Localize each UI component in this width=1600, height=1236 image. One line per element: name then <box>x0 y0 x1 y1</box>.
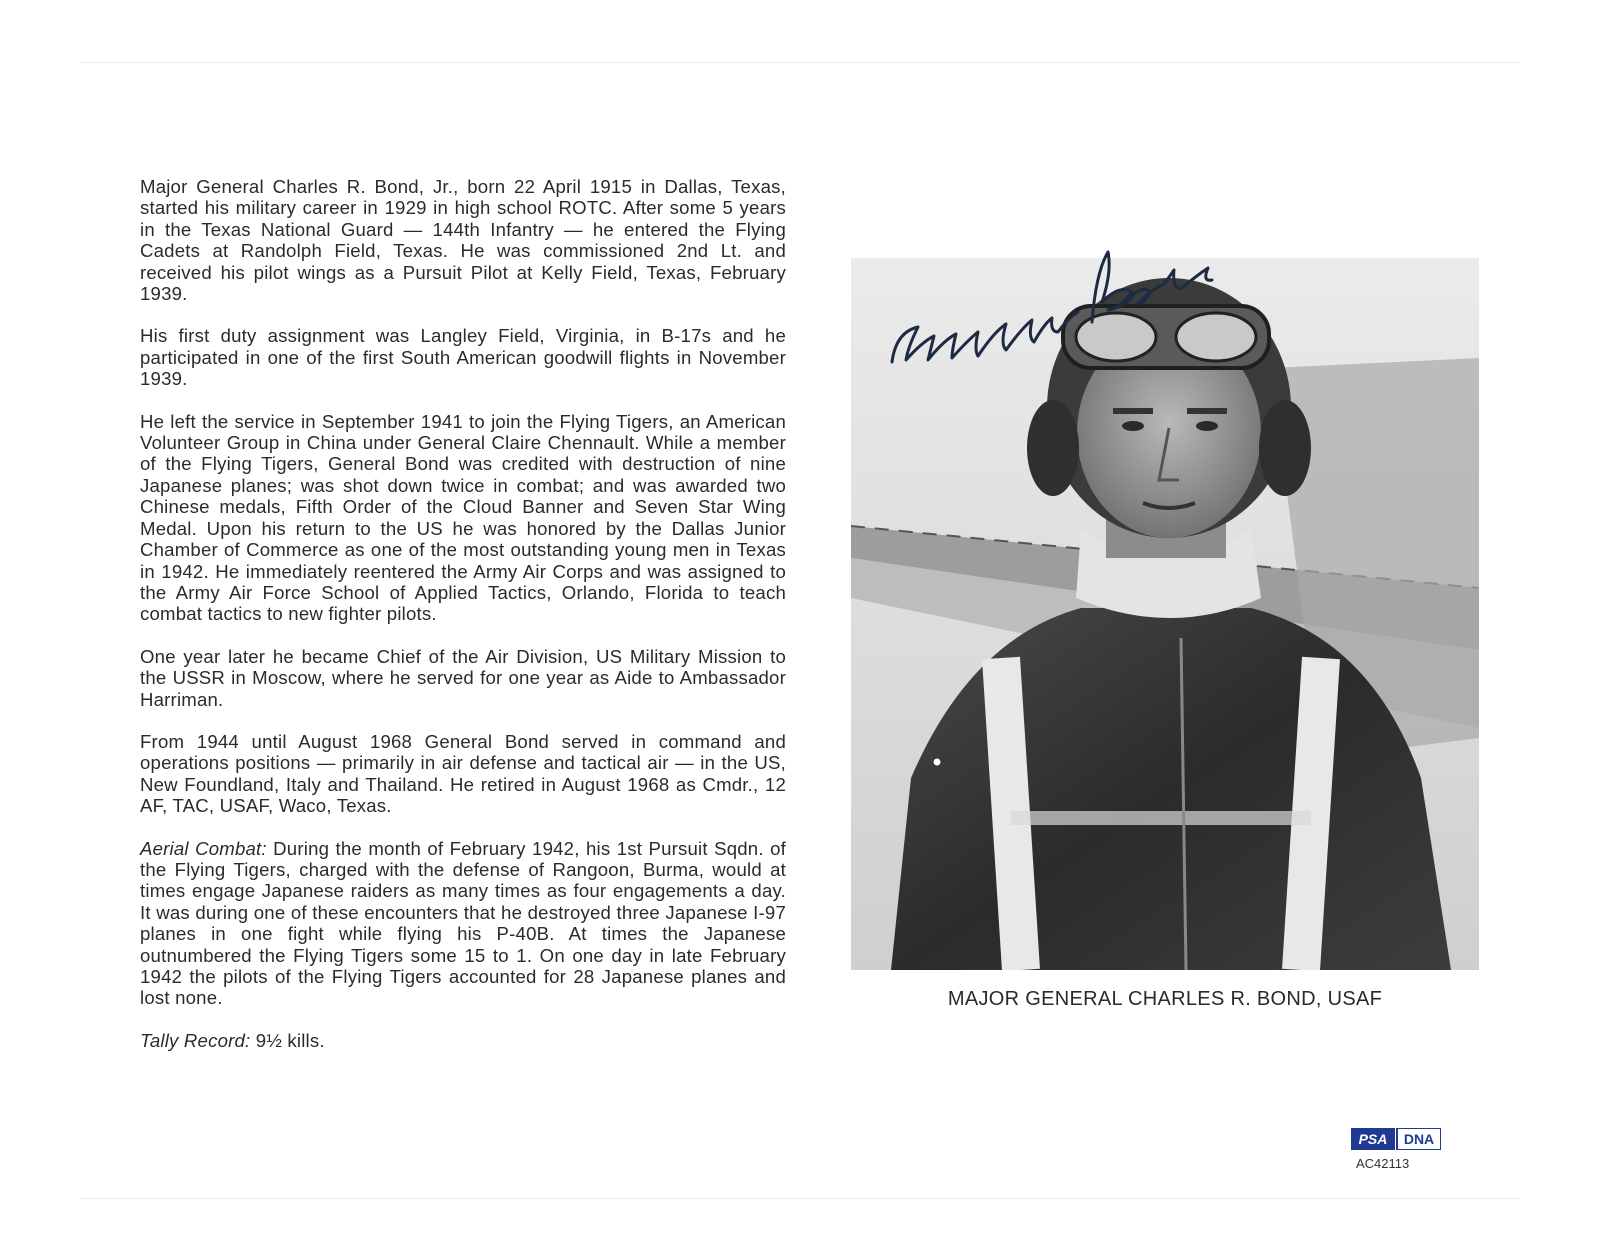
biography-text <box>140 176 786 1072</box>
tally-record-text: 9½ kills. <box>250 1029 325 1051</box>
bio-paragraph-ussr-mission: One year later he became Chief of the Air Division, US Military Mission to the USSR in Moscow, where he served for one year as Aide to Ambassador Harriman. <box>140 645 786 710</box>
dna-logo-text: DNA <box>1403 1131 1435 1147</box>
bio-paragraph-flying-tigers: He left the service in September 1941 to join the Flying Tigers, an American Volunteer Group in China under General Claire Chennault. While a member of the Flying Tigers, General Bond was credited with destruction of nine Japanese planes; was shot down twice in combat; and was awarded two Chinese medals, Fifth Order of the Cloud Banner and Seven Star Wing Medal. Upon his return to the US he was honored by the Dallas Junior Chamber of Commerce as one of the most outstanding young men in Texas in 1942. He immediately reentered the Army Air Corps and was assigned to the Army Air Force School of Applied Tactics, Orlando, Florida to teach combat tactics to new fighter pilots. <box>140 410 786 625</box>
bio-paragraph-early-career: Major General Charles R. Bond, Jr., born 22 April 1915 in Dallas, Texas, started his military career in 1929 in high school ROTC. After some 5 years in the Texas National Guard — 144th Infantry — he entered the Flying Cadets at Randolph Field, Texas. He was commissioned 2nd Lt. and received his pilot wings as a Pursuit Pilot at Kelly Field, Texas, February 1939. <box>140 176 786 305</box>
bio-paragraph-first-assignment: His first duty assignment was Langley Field, Virginia, in B-17s and he participated in one of the first South American goodwill flights in November 1939. <box>140 325 786 390</box>
psa-dna-logo <box>1351 1128 1441 1150</box>
aerial-combat-label: Aerial Combat: <box>140 837 267 859</box>
certificate-number: AC42113 <box>1356 1156 1410 1171</box>
tally-record-label: Tally Record: <box>140 1029 251 1051</box>
photo-caption: MAJOR GENERAL CHARLES R. BOND, USAF <box>947 988 1383 1010</box>
top-edge-rule <box>80 62 1520 63</box>
psa-logo-text: PSA <box>1358 1131 1388 1147</box>
aerial-combat-text: During the month of February 1942, his 1st Pursuit Sqdn. of the Flying Tigers, charged with the defense of Rangoon, Burma, would at times engage Japanese raiders as many times as four engagements a day. It was during one of these encounters that he destroyed three Japanese I-97 planes in one fight while flying his P-40B. At times the Japanese outnumbered the Flying Tigers some 15 to 1. On one day in late February 1942 the pilots of the Flying Tigers accounted for 28 Japanese planes and lost none. <box>140 837 786 1009</box>
autograph-signature <box>882 232 1242 382</box>
bio-paragraph-tally-record <box>140 1030 786 1051</box>
bio-paragraph-aerial-combat <box>140 838 786 1009</box>
bottom-edge-rule <box>80 1198 1520 1199</box>
bio-paragraph-later-career: From 1944 until August 1968 General Bond served in command and operations positions — primarily in air defense and tactical air — in the US, New Foundland, Italy and Thailand. He retired in August 1968 as Cmdr., 12 AF, TAC, USAF, Waco, Texas. <box>140 730 786 817</box>
